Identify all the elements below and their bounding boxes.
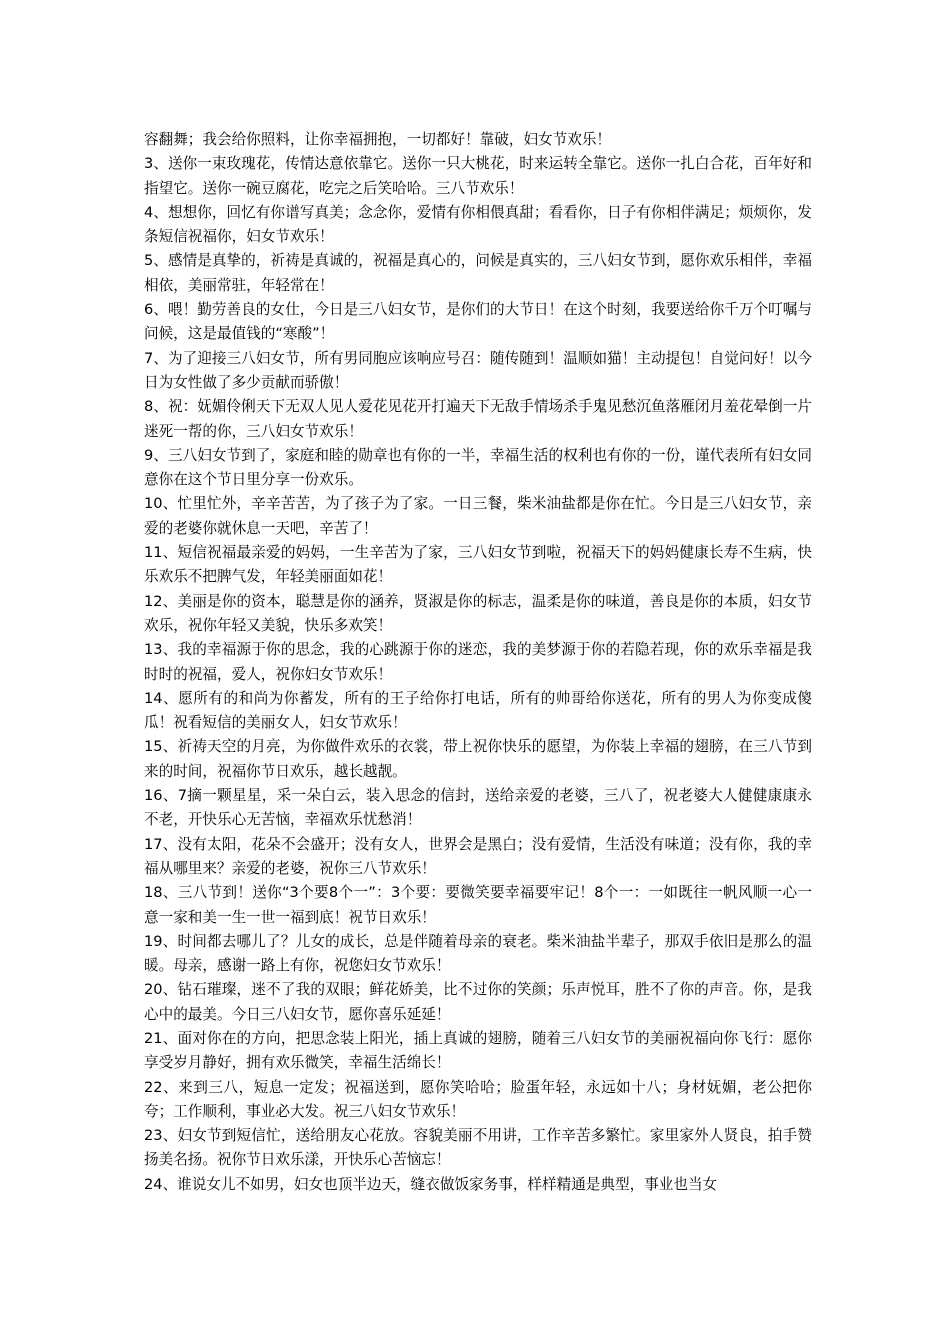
paragraph-23: 23、妇女节到短信忙，送给朋友心花放。容貌美丽不用讲，工作辛苦多繁忙。家里家外人贤良，拍手赞扬美名扬。祝你节日欢乐漾，开快乐心苦恼忘！	[144, 1127, 812, 1169]
paragraph-8: 8、祝：妩媚伶俐天下无双人见人爱花见花开打遍天下无敌手情场杀手鬼见愁沉鱼落雁闭月羞花晕倒一片迷死一帮的你，三八妇女节欢乐！	[144, 398, 812, 440]
paragraph-14: 14、愿所有的和尚为你蓄发，所有的王子给你打电话，所有的帅哥给你送花，所有的男人为你变成傻瓜！祝看短信的美丽女人，妇女节欢乐！	[144, 689, 812, 732]
paragraph-4: 4、想想你，回忆有你谱写真美；念念你，爱情有你相偎真甜；看看你，日子有你相伴满足；烦烦你，发条短信祝福你，妇女节欢乐！	[144, 203, 812, 246]
paragraph-21: 21、面对你在的方向，把思念装上阳光，插上真诚的翅膀，随着三八妇女节的美丽祝福向你飞行：愿你享受岁月静好，拥有欢乐微笑，幸福生活绵长！	[144, 1029, 812, 1072]
paragraph-12: 12、美丽是你的资本，聪慧是你的涵养，贤淑是你的标志，温柔是你的味道，善良是你的本质，妇女节欢乐，祝你年轻又美貌，快乐多欢笑！	[144, 592, 812, 634]
paragraph-3: 3、送你一束玫瑰花，传情达意依靠它。送你一只大桃花，时来运转全靠它。送你一扎白合花，百年好和指望它。送你一碗豆腐花，吃完之后笑哈哈。三八节欢乐！	[144, 155, 812, 197]
paragraph-20: 20、钻石璀璨，迷不了我的双眼；鲜花娇美，比不过你的笑颜；乐声悦耳，胜不了你的声音。你，是我心中的最美。今日三八妇女节，愿你喜乐延延！	[144, 981, 812, 1023]
paragraph-11: 11、短信祝福最亲爱的妈妈，一生辛苦为了家，三八妇女节到啦，祝福天下的妈妈健康长寿不生病，快乐欢乐不把脾气发，年轻美丽面如花！	[144, 544, 812, 586]
paragraph-16: 16、7摘一颗星星，采一朵白云，装入思念的信封，送给亲爱的老婆，三八了，祝老婆大人健健康康永不老，开快乐心无苦恼，幸福欢乐忧愁消！	[144, 787, 812, 829]
paragraph-continuation: 容翻舞；我会给你照料，让你幸福拥抱，一切都好！靠破，妇女节欢乐！	[144, 131, 612, 148]
document-body	[144, 128, 812, 1197]
paragraph-10: 10、忙里忙外，辛辛苦苦，为了孩子为了家。一日三餐，柴米油盐都是你在忙。今日是三八妇女节，亲爱的老婆你就休息一天吧，辛苦了！	[144, 495, 812, 537]
paragraph-9: 9、三八妇女节到了，家庭和睦的勋章也有你的一半，幸福生活的权利也有你的一份，谨代表所有妇女同意你在这个节日里分享一份欢乐。	[144, 446, 812, 489]
paragraph-6: 6、喂！勤劳善良的女仕，今日是三八妇女节，是你们的大节日！在这个时刻，我要送给你千万个叮嘱与问候，这是最值钱的“寒酸”！	[144, 301, 812, 343]
paragraph-15: 15、祈祷天空的月亮，为你做件欢乐的衣裳，带上祝你快乐的愿望，为你装上幸福的翅膀，在三八节到来的时间，祝福你节日欢乐，越长越靓。	[144, 738, 812, 780]
paragraph-7: 7、为了迎接三八妇女节，所有男同胞应该响应号召：随传随到！温顺如猫！主动提包！自觉问好！以今日为女性做了多少贡献而骄傲！	[144, 349, 812, 391]
paragraph-17: 17、没有太阳，花朵不会盛开；没有女人，世界会是黑白；没有爱情，生活没有味道；没有你，我的幸福从哪里来？亲爱的老婆，祝你三八节欢乐！	[144, 835, 812, 877]
paragraph-5: 5、感情是真挚的，祈祷是真诚的，祝福是真心的，问候是真实的，三八妇女节到，愿你欢乐相伴，幸福相依，美丽常驻，年轻常在！	[144, 252, 812, 294]
paragraph-24: 24、谁说女儿不如男，妇女也顶半边天，缝衣做饭家务事，样样精通是典型，事业也当女	[144, 1175, 718, 1193]
paragraph-22: 22、来到三八，短息一定发；祝福送到，愿你笑哈哈；脸蛋年轻，永远如十八；身材妩媚，老公把你夸；工作顺利，事业必大发。祝三八妇女节欢乐！	[144, 1078, 812, 1120]
paragraph-19: 19、时间都去哪儿了？儿女的成长，总是伴随着母亲的衰老。柴米油盐半辈子，那双手依旧是那么的温暖。母亲，感谢一路上有你，祝您妇女节欢乐！	[144, 932, 812, 975]
paragraph-13: 13、我的幸福源于你的思念，我的心跳源于你的迷恋，我的美梦源于你的若隐若现，你的欢乐幸福是我时时的祝福，爱人，祝你妇女节欢乐！	[144, 641, 812, 683]
paragraph-18: 18、三八节到！送你“3个要8个一”：3个要：要微笑要幸福要牢记！8个一：一如既往一帆风顺一心一意一家和美一生一世一福到底！祝节日欢乐！	[144, 884, 812, 926]
